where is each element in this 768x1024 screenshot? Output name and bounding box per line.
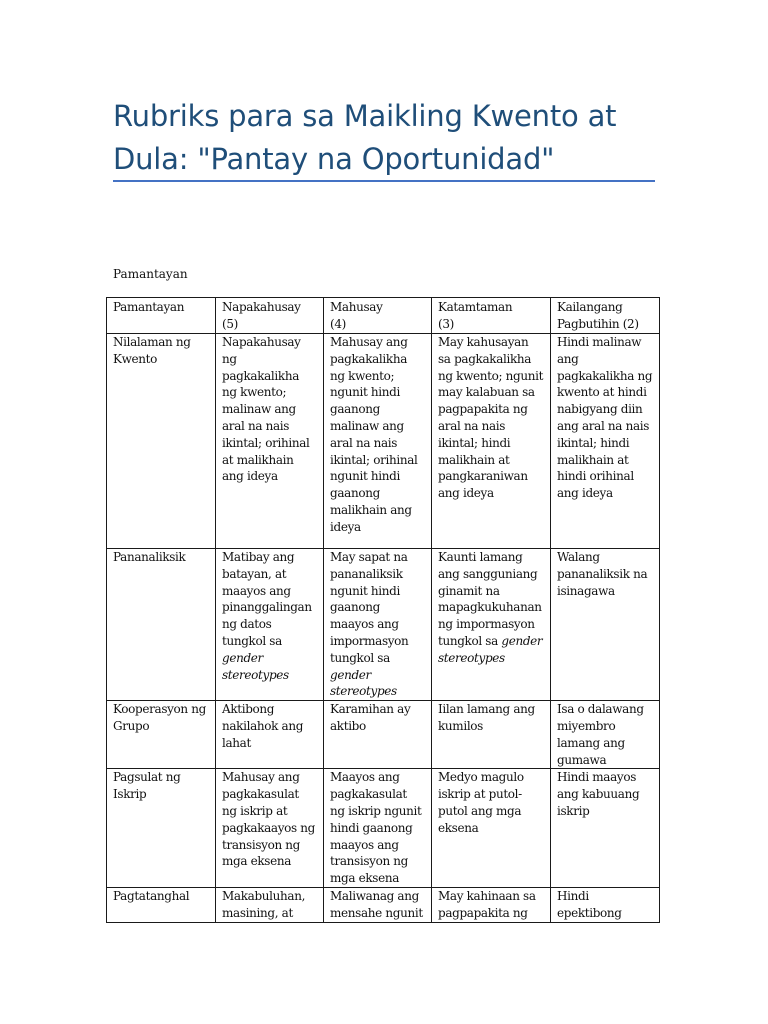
rubric-cell: Makabuluhan, masining, at xyxy=(216,887,324,922)
rubric-table xyxy=(106,297,660,923)
header-cell: Kailangang Pagbutihin (2) xyxy=(551,298,660,334)
rubric-cell: Kaunti lamang ang sangguniang ginamit na mapagkukuhanan ng impormasyon tungkol sa gender stereotypes xyxy=(432,549,551,701)
criterion-cell: Pagtatanghal xyxy=(107,887,216,922)
rubric-cell: Maliwanag ang mensahe ngunit xyxy=(324,887,432,922)
title-line-1: Rubriks para sa Maikling Kwento at xyxy=(113,99,617,133)
criterion-cell: Pagsulat ng Iskrip xyxy=(107,769,216,888)
header-cell: Pamantayan xyxy=(107,298,216,334)
criterion-cell: Kooperasyon ng Grupo xyxy=(107,701,216,769)
table-row xyxy=(107,701,660,769)
header-cell: Mahusay (4) xyxy=(324,298,432,334)
table-row xyxy=(107,887,660,922)
rubric-cell: May sapat na pananaliksik ngunit hindi gaanong maayos ang impormasyon tungkol sa gender stereotypes xyxy=(324,549,432,701)
rubric-cell: Matibay ang batayan, at maayos ang pinanggalingan ng datos tungkol sa gender stereotypes xyxy=(216,549,324,701)
criterion-cell: Pananaliksik xyxy=(107,549,216,701)
rubric-cell: Karamihan ay aktibo xyxy=(324,701,432,769)
criterion-cell: Nilalaman ng Kwento xyxy=(107,334,216,549)
title-line-2: Dula: "Pantay na Oportunidad" xyxy=(113,142,555,176)
rubric-cell: Medyo magulo iskrip at putol-putol ang mga eksena xyxy=(432,769,551,888)
table-header-row xyxy=(107,298,660,334)
header-cell: Napakahusay (5) xyxy=(216,298,324,334)
rubric-cell: Hindi epektibong xyxy=(551,887,660,922)
rubric-cell: May kahusayan sa pagkakalikha ng kwento; ngunit may kalabuan sa pagpapakita ng aral na nais ikintal; hindi malikhain at pangkaraniwan ang ideya xyxy=(432,334,551,549)
rubric-cell: May kahinaan sa pagpapakita ng xyxy=(432,887,551,922)
table-row xyxy=(107,549,660,701)
rubric-cell: Isa o dalawang miyembro lamang ang gumawa xyxy=(551,701,660,769)
rubric-cell: Hindi maayos ang kabuuang iskrip xyxy=(551,769,660,888)
rubric-cell: Mahusay ang pagkakalikha ng kwento; ngunit hindi gaanong malinaw ang aral na nais ikintal; orihinal ngunit hindi gaanong malikhain ang ideya xyxy=(324,334,432,549)
rubric-cell: Napakahusay ng pagkakalikha ng kwento; malinaw ang aral na nais ikintal; orihinal at malikhain ang ideya xyxy=(216,334,324,549)
rubric-cell: Iilan lamang ang kumilos xyxy=(432,701,551,769)
header-cell: Katamtaman (3) xyxy=(432,298,551,334)
rubric-cell: Walang pananaliksik na isinagawa xyxy=(551,549,660,701)
table-row xyxy=(107,769,660,888)
rubric-cell: Mahusay ang pagkakasulat ng iskrip at pagkakaayos ng transisyon ng mga eksena xyxy=(216,769,324,888)
rubric-cell: Hindi malinaw ang pagkakalikha ng kwento at hindi nabigyang diin ang aral na nais ikintal; hindi malikhain at hindi orihinal ang ideya xyxy=(551,334,660,549)
title-underline xyxy=(113,180,655,182)
table-row xyxy=(107,334,660,549)
table-caption: Pamantayan xyxy=(113,267,188,281)
document-title xyxy=(113,95,655,181)
rubric-cell: Maayos ang pagkakasulat ng iskrip ngunit hindi gaanong maayos ang transisyon ng mga eksena xyxy=(324,769,432,888)
rubric-cell: Aktibong nakilahok ang lahat xyxy=(216,701,324,769)
